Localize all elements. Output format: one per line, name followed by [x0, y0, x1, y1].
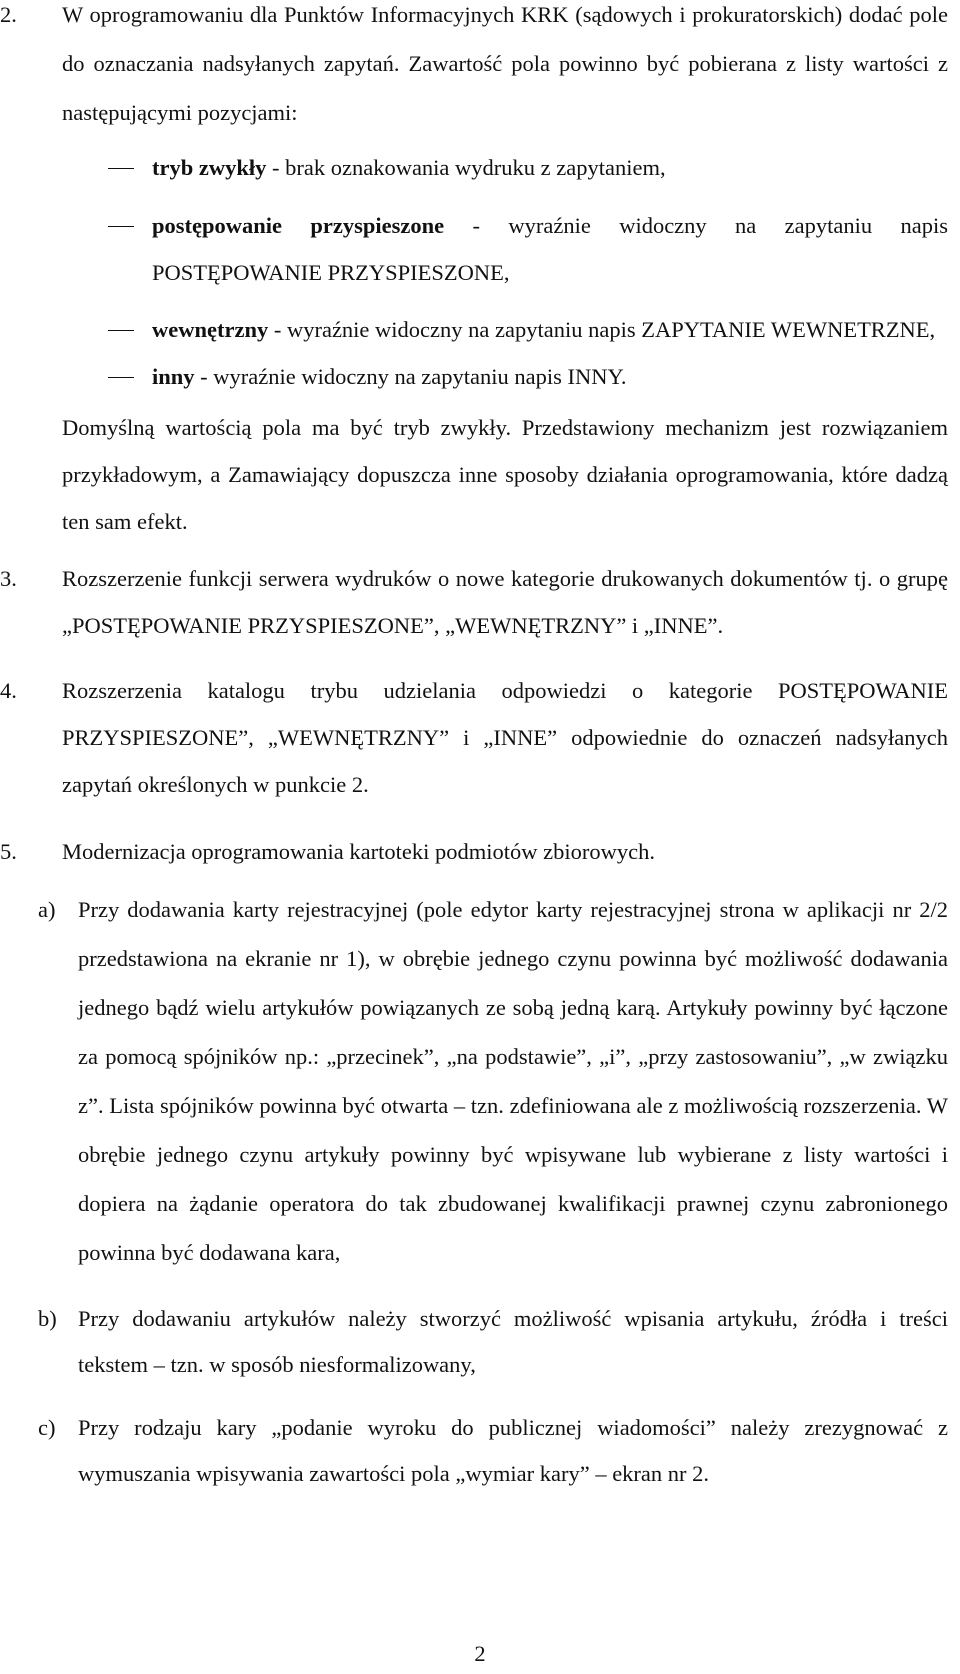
dash-bullet-icon [108, 377, 134, 378]
subitem-text: Przy rodzaju kary „podanie wyroku do publicznej wiadomości” należy zrezygnować z wymuszania wpisywania zawartości pola „wymiar kary” – ekran nr 2. [78, 1415, 948, 1486]
bullet-text: - wyraźnie widoczny na zapytaniu napis POSTĘPOWANIE PRZYSPIESZONE, [152, 213, 948, 285]
section-number: 2. [0, 2, 17, 27]
section-text: Rozszerzenia katalogu trybu udzielania odpowiedzi o kategorie POSTĘPOWANIE PRZYSPIESZONE”, „WEWNĘTRZNY” i „INNE” odpowiednie do oznaczeń nadsyłanych zapytań określonych w punkcie 2. [62, 678, 948, 797]
section-text: Modernizacja oprogramowania kartoteki podmiotów zbiorowych. [62, 839, 655, 864]
bullet-list [0, 144, 960, 400]
bullet-text: - brak oznakowania wydruku z zapytaniem, [266, 155, 666, 180]
bullet-term: inny [152, 364, 195, 389]
dash-bullet-icon [108, 226, 134, 227]
section-number: 3. [0, 566, 17, 591]
section-number: 4. [0, 678, 17, 703]
section-5 [0, 827, 960, 876]
bullet-item-wewnetrzny [0, 306, 960, 353]
bullet-text: - wyraźnie widoczny na zapytaniu napis ZAPYTANIE WEWNETRZNE, [268, 317, 936, 342]
bullet-item-inny [0, 353, 960, 400]
bullet-term: wewnętrzny [152, 317, 269, 342]
bullet-item-postepowanie-przyspieszone [0, 202, 960, 296]
section-number: 5. [0, 839, 17, 864]
section-4 [0, 667, 960, 808]
dash-bullet-icon [108, 168, 134, 169]
subitem-b [0, 1296, 960, 1388]
section-text: Rozszerzenie funkcji serwera wydruków o nowe kategorie drukowanych dokumentów tj. o grupę „POSTĘPOWANIE PRZYSPIESZONE”, „WEWNĘTRZNY” i „INNE”. [62, 566, 948, 638]
page-number: 2 [474, 1641, 486, 1666]
section-2-note: Domyślną wartością pola ma być tryb zwykły. Przedstawiony mechanizm jest rozwiązaniem przykładowym, a Zamawiający dopuszcza inne sposoby działania oprogramowania, które dadzą ten sam efekt. [62, 415, 948, 534]
subitem-c [0, 1405, 960, 1497]
subitem-label: c) [38, 1415, 56, 1440]
section-2 [0, 0, 960, 137]
bullet-term: tryb zwykły [152, 155, 267, 180]
section-3 [0, 555, 960, 649]
subitem-a [0, 885, 960, 1277]
section-text: W oprogramowaniu dla Punktów Informacyjnych KRK (sądowych i prokuratorskich) dodać pole do oznaczania nadsyłanych zapytań. Zawartość pola powinno być pobierana z listy wartości z następującymi pozycjami: [62, 2, 948, 125]
subitem-text: Przy dodawaniu artykułów należy stworzyć możliwość wpisania artykułu, źródła i treści tekstem – tzn. w sposób niesformalizowany, [78, 1306, 948, 1377]
subitem-label: a) [38, 897, 56, 922]
subitem-label: b) [38, 1306, 57, 1331]
dash-bullet-icon [108, 330, 134, 331]
bullet-text: - wyraźnie widoczny na zapytaniu napis INNY. [194, 364, 627, 389]
bullet-item-tryb-zwykly [0, 144, 960, 191]
bullet-term: postępowanie przyspieszone [152, 213, 445, 238]
subitem-text: Przy dodawania karty rejestracyjnej (pole edytor karty rejestracyjnej strona w aplikacji nr 2/2 przedstawiona na ekranie nr 1), w obrębie jednego czynu powinna być możliwość dodawania jednego bądź wielu artykułów powiązanych ze sobą jedną karą. Artykuły powinny być łączone za pomocą spójników np.: „przecinek”, „na podstawie”, „i”, „przy zastosowaniu”, „w związku z”. Lista spójników powinna być otwarta – tzn. zdefiniowana ale z możliwością rozszerzenia. W obrębie jednego czynu artykuły powinny być wpisywane lub wybierane z listy wartości i dopiera na żądanie operatora do tak zbudowanej kwalifikacji prawnej czynu zabronionego powinna być dodawana kara, [78, 897, 948, 1265]
